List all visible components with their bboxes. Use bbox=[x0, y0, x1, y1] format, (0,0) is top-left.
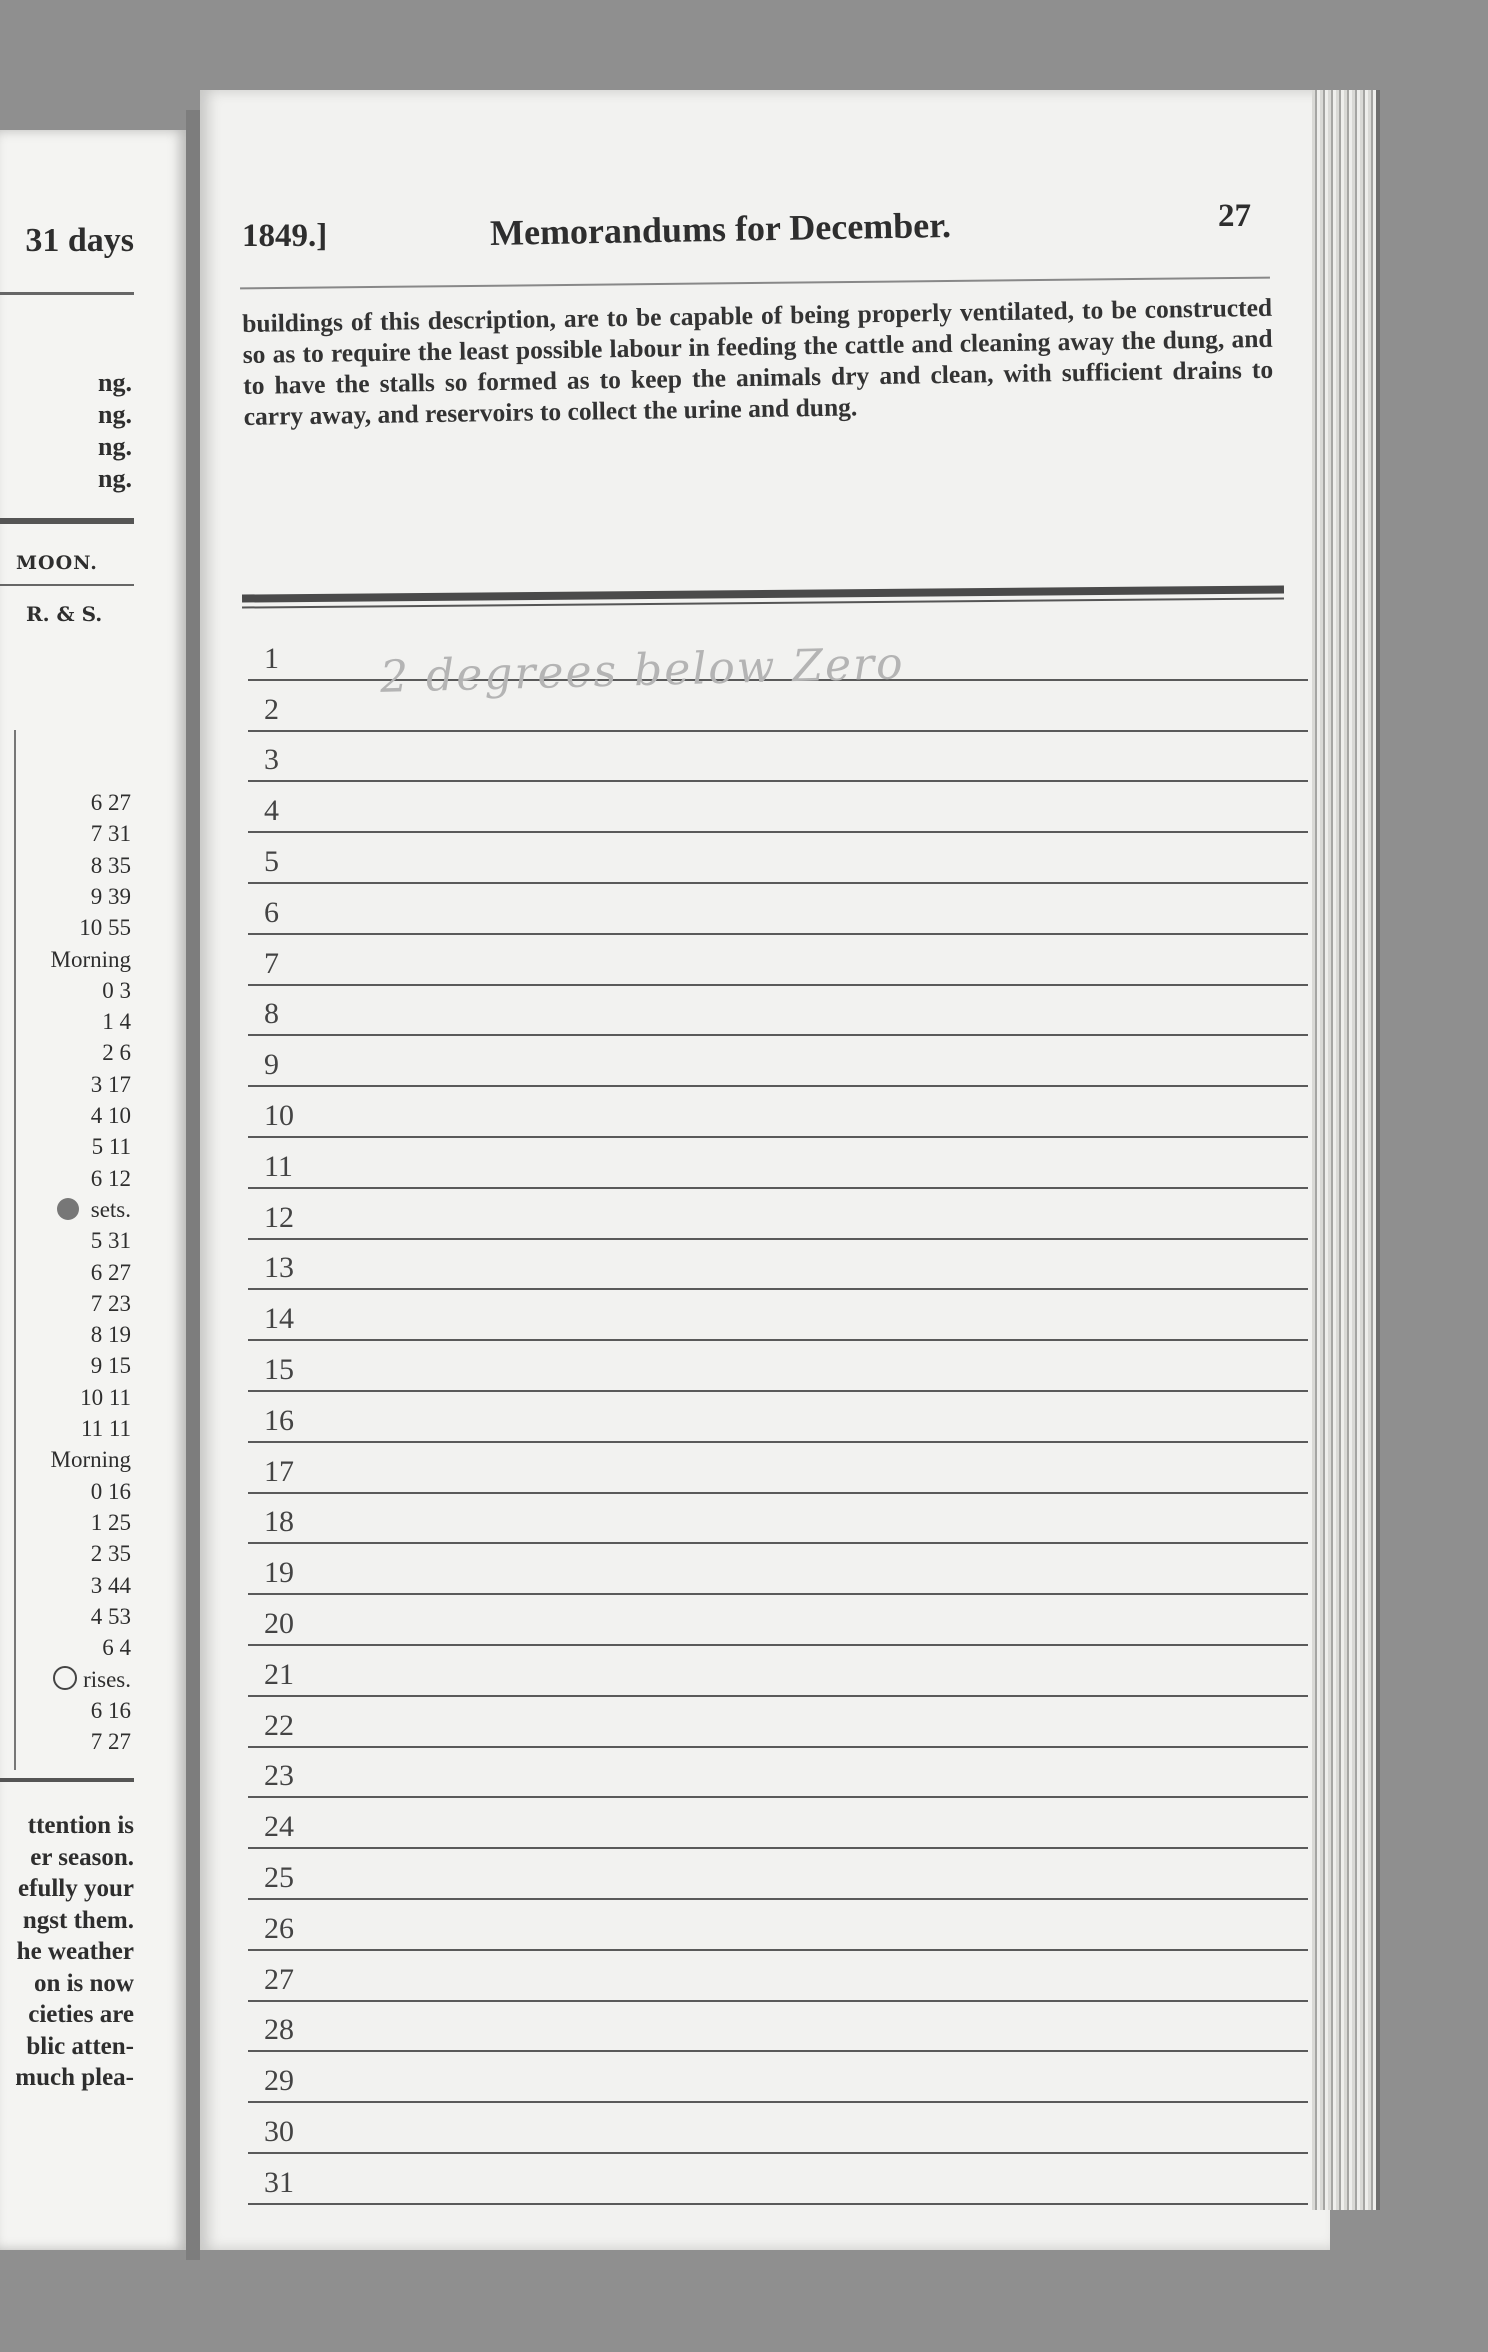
day-number: 7 bbox=[264, 946, 279, 980]
new-moon-icon bbox=[57, 1198, 79, 1220]
full-moon-icon bbox=[53, 1666, 77, 1690]
day-row bbox=[248, 1290, 1308, 1341]
moon-time bbox=[91, 1353, 131, 1379]
day-row bbox=[248, 1849, 1308, 1900]
left-text-line: efully your bbox=[18, 1875, 134, 1902]
moon-time-text: 10 55 bbox=[79, 915, 131, 941]
day-row bbox=[248, 1544, 1308, 1595]
moon-time-text: 3 44 bbox=[90, 1572, 131, 1598]
day-number: 4 bbox=[264, 794, 279, 828]
left-text-line: he weather bbox=[16, 1938, 134, 1965]
day-row bbox=[248, 935, 1308, 986]
day-row bbox=[248, 1951, 1308, 2002]
moon-time-text: 6 27 bbox=[90, 790, 131, 815]
day-row bbox=[248, 1646, 1308, 1697]
moon-time-text: 8 35 bbox=[90, 852, 131, 878]
day-row bbox=[248, 986, 1308, 1037]
left-fragment: ng. bbox=[98, 368, 132, 397]
moon-time-text: sets. bbox=[90, 1196, 131, 1222]
moon-time bbox=[102, 1635, 131, 1661]
left-subheading-rule bbox=[0, 584, 134, 586]
day-row bbox=[248, 1138, 1308, 1189]
day-number: 2 bbox=[264, 692, 279, 726]
moon-time bbox=[53, 1666, 131, 1693]
moon-time bbox=[91, 1573, 131, 1599]
moon-time bbox=[79, 915, 131, 941]
day-number: 28 bbox=[264, 2013, 294, 2047]
left-text-line: ttention is bbox=[27, 1812, 134, 1839]
left-text-line: on is now bbox=[33, 1969, 134, 1997]
moon-time-text: 11 11 bbox=[80, 1416, 131, 1441]
handwritten-note: 2 degrees below Zero bbox=[379, 638, 906, 703]
day-row bbox=[248, 732, 1308, 783]
left-fragment: ng. bbox=[98, 400, 132, 429]
day-number: 30 bbox=[264, 2114, 294, 2148]
day-row bbox=[248, 1392, 1308, 1443]
moon-time-text: 9 15 bbox=[90, 1353, 131, 1379]
moon-time bbox=[102, 978, 131, 1004]
left-text-line: cieties are bbox=[28, 2001, 134, 2028]
previous-page bbox=[0, 130, 186, 2250]
moon-time bbox=[102, 1040, 131, 1066]
day-rows bbox=[248, 630, 1308, 2205]
moon-time bbox=[91, 853, 131, 879]
moon-time-text: Morning bbox=[50, 1447, 131, 1473]
day-row bbox=[248, 2052, 1308, 2103]
moon-time-text: 1 4 bbox=[102, 1009, 131, 1035]
moon-time bbox=[91, 1072, 131, 1098]
moon-time bbox=[91, 1510, 131, 1536]
left-bottom-text bbox=[15, 1810, 134, 2094]
day-number: 20 bbox=[264, 1606, 294, 1640]
moon-time-text: 5 11 bbox=[91, 1134, 131, 1160]
day-number: 22 bbox=[264, 1708, 294, 1742]
moon-time-text: 10 11 bbox=[80, 1384, 131, 1410]
moon-time bbox=[91, 1479, 131, 1505]
day-row bbox=[248, 2002, 1308, 2053]
day-row bbox=[248, 2154, 1308, 2205]
left-column-divider bbox=[14, 730, 16, 1770]
moon-time bbox=[91, 821, 131, 847]
day-number: 31 bbox=[264, 2165, 294, 2199]
moon-time bbox=[51, 947, 132, 973]
book-gutter bbox=[186, 110, 200, 2260]
day-row bbox=[248, 1748, 1308, 1799]
moon-time bbox=[57, 1197, 131, 1223]
page-number: 27 bbox=[1218, 198, 1251, 234]
day-number: 25 bbox=[264, 1860, 294, 1894]
day-row bbox=[248, 1798, 1308, 1849]
day-number: 11 bbox=[264, 1149, 293, 1183]
day-row bbox=[248, 782, 1308, 833]
moon-time bbox=[81, 1416, 131, 1442]
day-number: 23 bbox=[264, 1759, 294, 1793]
moon-time bbox=[91, 1322, 131, 1348]
moon-time bbox=[91, 1604, 131, 1630]
left-page-header: 31 days bbox=[25, 222, 134, 259]
memorandum-page bbox=[200, 90, 1330, 2250]
moon-time bbox=[91, 1698, 131, 1724]
day-number: 16 bbox=[264, 1403, 294, 1437]
moon-time-text: 2 35 bbox=[90, 1541, 131, 1567]
day-number: 27 bbox=[264, 1962, 294, 1996]
moon-time-text: 6 16 bbox=[90, 1697, 131, 1723]
day-row bbox=[248, 1443, 1308, 1494]
day-number: 14 bbox=[264, 1302, 294, 1336]
day-number: 6 bbox=[264, 895, 279, 929]
moon-time-text: 7 27 bbox=[90, 1729, 131, 1754]
moon-time-text: 2 6 bbox=[102, 1040, 131, 1066]
day-number: 13 bbox=[264, 1251, 294, 1285]
day-number: 26 bbox=[264, 1911, 294, 1945]
day-row bbox=[248, 1240, 1308, 1291]
moon-time-text: 3 17 bbox=[90, 1071, 131, 1097]
moon-time-text: 1 25 bbox=[90, 1509, 131, 1535]
moon-time-text: Morning bbox=[50, 946, 131, 972]
day-number: 5 bbox=[264, 844, 279, 878]
moon-time-text: 0 3 bbox=[102, 977, 131, 1003]
day-number: 3 bbox=[264, 743, 279, 777]
day-number: 21 bbox=[264, 1657, 294, 1691]
moon-time bbox=[91, 1166, 131, 1192]
moon-time bbox=[51, 1447, 132, 1473]
moon-time bbox=[91, 1291, 131, 1317]
moon-time bbox=[91, 790, 131, 816]
left-text-line: er season. bbox=[30, 1843, 134, 1871]
page-title: Memorandums for December. bbox=[489, 204, 952, 254]
day-row bbox=[248, 2103, 1308, 2154]
day-number: 12 bbox=[264, 1200, 294, 1234]
day-number: 17 bbox=[264, 1454, 294, 1488]
day-number: 1 bbox=[264, 641, 279, 675]
moon-time-text: 9 39 bbox=[90, 883, 131, 909]
day-number: 18 bbox=[264, 1505, 294, 1539]
moon-time-text: 8 19 bbox=[90, 1322, 131, 1348]
moon-time-text: 7 23 bbox=[90, 1290, 131, 1316]
left-fragment: ng. bbox=[98, 464, 132, 493]
left-header-rule bbox=[0, 292, 134, 295]
day-row bbox=[248, 1341, 1308, 1392]
day-number: 9 bbox=[264, 1048, 279, 1082]
left-table-bottom-rule bbox=[0, 1778, 134, 1782]
day-number: 29 bbox=[264, 2064, 294, 2098]
left-text-line: ngst them. bbox=[22, 1906, 134, 1934]
day-number: 10 bbox=[264, 1098, 294, 1132]
moon-time bbox=[91, 1260, 131, 1286]
moon-time-text: 4 10 bbox=[90, 1103, 131, 1128]
day-number: 8 bbox=[264, 997, 279, 1031]
left-text-line: much plea- bbox=[15, 2064, 134, 2091]
moon-time-text: rises. bbox=[83, 1667, 131, 1693]
moon-time-text: 5 31 bbox=[90, 1228, 131, 1254]
moon-time-text: 6 27 bbox=[90, 1259, 131, 1285]
day-number: 15 bbox=[264, 1352, 294, 1386]
moon-column-heading: MOON. bbox=[16, 552, 98, 574]
left-table-rule bbox=[0, 518, 134, 524]
moon-time bbox=[102, 1009, 131, 1035]
day-number: 19 bbox=[264, 1556, 294, 1590]
day-row bbox=[248, 833, 1308, 884]
moon-time bbox=[92, 1134, 131, 1160]
day-number: 24 bbox=[264, 1810, 294, 1844]
day-row bbox=[248, 1189, 1308, 1240]
moon-time-text: 6 12 bbox=[90, 1165, 131, 1191]
moon-time-text: 4 53 bbox=[90, 1603, 131, 1629]
left-text-line: blic atten- bbox=[26, 2032, 134, 2060]
moon-time bbox=[91, 1541, 131, 1567]
day-row bbox=[248, 1494, 1308, 1545]
day-row bbox=[248, 1595, 1308, 1646]
page-edges bbox=[1312, 90, 1380, 2210]
moon-time-text: 6 4 bbox=[102, 1635, 131, 1661]
day-row bbox=[248, 1697, 1308, 1748]
body-paragraph: buildings of this description, are to be capable of being properly ventilated, to be constructed so as to require the least possible labour in feeding the cattle and cleaning away the dung, and to have the stalls so formed as to keep the animals dry and clean, with sufficient drains to carry away, and reservoirs to collect the urine and dung. bbox=[242, 292, 1274, 431]
moon-time-text: 7 31 bbox=[90, 821, 131, 847]
day-row bbox=[248, 1900, 1308, 1951]
moon-time-text: 0 16 bbox=[90, 1478, 131, 1504]
moon-time bbox=[91, 884, 131, 910]
moon-time bbox=[80, 1385, 131, 1411]
moon-time bbox=[91, 1228, 131, 1254]
day-row bbox=[248, 1036, 1308, 1087]
left-fragment: ng. bbox=[98, 432, 132, 461]
day-row bbox=[248, 884, 1308, 935]
day-row bbox=[248, 1087, 1308, 1138]
header-rule bbox=[240, 277, 1270, 290]
rises-sets-heading: R. & S. bbox=[26, 602, 103, 626]
moon-time bbox=[91, 1103, 131, 1129]
moon-time bbox=[91, 1729, 131, 1755]
year-heading: 1849.] bbox=[242, 218, 328, 254]
